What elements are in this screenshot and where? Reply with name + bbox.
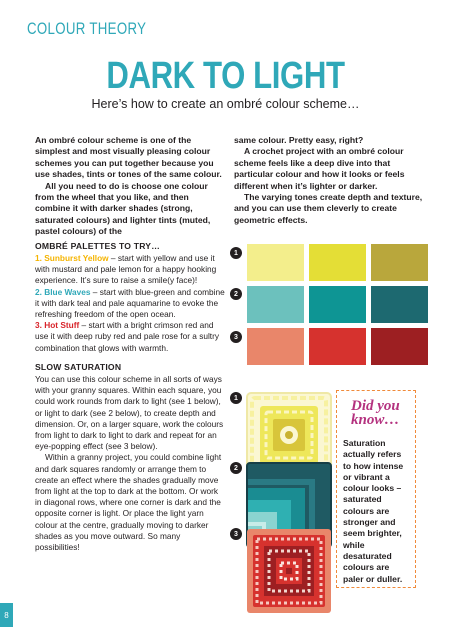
intro-paragraph: same colour. Pretty easy, right? <box>234 135 364 145</box>
number-badge: 1 <box>230 392 242 404</box>
intro-left-column <box>35 135 225 238</box>
saturation-paragraph: You can use this colour scheme in all sorts of ways with your granny squares. Within each square, you could work rounds from dark to light (see 1 below), or light to dark (see 2 below), to create depth and dimension. Or, on a larger square, work the colours from light to dark to light to dark and repeat for an eye-popping effect (see 3 below). <box>35 374 224 452</box>
palette-label-yellow: 1. Sunburst Yellow <box>35 253 109 263</box>
page-subtitle: Here’s how to create an ombré colour scheme… <box>91 97 360 111</box>
intro-paragraph: All you need to do is choose one colour from the wheel that you like, and then combine it with darker shades (strong, saturated colours) and lighter tints (muted, pastel colours) of the <box>35 180 211 237</box>
palette-label-red: 3. Hot Stuff <box>35 320 80 331</box>
number-badge: 2 <box>230 462 242 474</box>
colour-swatch <box>309 286 366 323</box>
number-badge: 1 <box>230 247 242 259</box>
saturation-paragraph: Within a granny project, you could combine light and dark squares randomly or arrange them to create an effect where the shades gradually move from light at the top to dark at the bottom. Or work in diagonal rows, where one corner is dark and the opposite corner is light. Or place the light yarn colour at the centre, gradually moving to darker shades as you move outward. So many possibilities! <box>35 452 222 553</box>
granny-square-red-image <box>246 528 332 614</box>
did-you-know-box <box>336 390 416 588</box>
colour-swatch <box>309 244 366 281</box>
palette-item <box>35 253 225 287</box>
colour-swatch <box>371 244 428 281</box>
colour-swatch <box>371 328 428 365</box>
palettes-list <box>35 253 225 354</box>
intro-paragraph: The varying tones create depth and texture, and you can use them cleverly to create geometric effects. <box>234 192 423 225</box>
did-you-know-title <box>351 399 409 427</box>
palette-label-blue: 2. Blue Waves <box>35 286 91 297</box>
number-badge: 3 <box>230 331 242 343</box>
colour-swatch <box>247 244 304 281</box>
saturation-heading: SLOW SATURATION <box>35 362 122 372</box>
swatch-row-blue <box>247 286 428 323</box>
palette-text: – start with a bright crimson red and use it with deep ruby red and pale rose for a sultry combination that glows with warmth. <box>35 320 220 353</box>
section-tag: COLOUR THEORY <box>27 19 147 38</box>
page-number: 8 <box>0 603 13 627</box>
swatch-row-red <box>247 328 428 365</box>
palette-item <box>35 287 225 321</box>
palettes-heading: OMBRÉ PALETTES TO TRY… <box>35 241 161 251</box>
intro-paragraph: A crochet project with an ombré colour scheme feels like a deep dive into that particular colour and how it looks or feels different when it’s lighter or darker. <box>234 146 405 191</box>
did-you-know-title-line: Did you <box>351 398 400 414</box>
swatch-row-yellow <box>247 244 428 281</box>
page-title: DARK TO LIGHT <box>106 55 345 97</box>
palette-text: – start with yellow and use it with mustard and pale lemon for a happy hooking experience. It’s sure to raise a smile(y face)! <box>35 253 217 286</box>
palette-item <box>35 320 225 354</box>
number-badge: 3 <box>230 528 242 540</box>
did-you-know-title-line: know… <box>351 412 400 428</box>
colour-swatch <box>247 286 304 323</box>
did-you-know-text: Saturation actually refers to how intense or vibrant a colour looks – saturated colours are stronger and seem brighter, while desaturated colours are paler or duller. <box>343 438 404 584</box>
intro-paragraph: An ombré colour scheme is one of the simplest and most visually pleasing colour schemes you can put together because you use shades, tints or tones of the same colour. <box>35 135 222 180</box>
intro-right-column <box>234 135 424 226</box>
colour-swatch <box>247 328 304 365</box>
number-badge: 2 <box>230 288 242 300</box>
colour-swatch <box>371 286 428 323</box>
saturation-text <box>35 374 225 553</box>
colour-swatch <box>309 328 366 365</box>
palette-text: – start with blue-green and combine it with dark teal and pale aquamarine to evoke the refreshing freedom of the open ocean. <box>35 286 225 320</box>
